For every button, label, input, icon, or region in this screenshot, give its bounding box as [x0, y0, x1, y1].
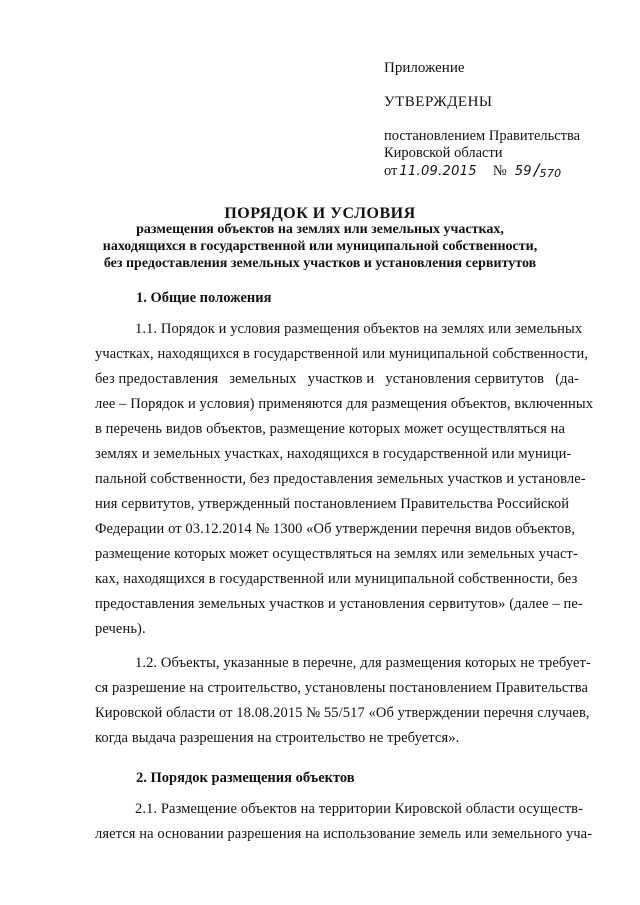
paragraph-line: в перечень видов объектов, размещение которых может осуществляться на — [95, 421, 566, 437]
paragraph-line: 1.2. Объекты, указанные в перечне, для размещения которых не требует- — [135, 655, 591, 671]
handwritten-date: 11.09.2015 — [399, 164, 477, 179]
document-subtitle-line-3: без предоставления земельных участков и установления сервитутов — [103, 256, 537, 271]
section-2-heading: 2. Порядок размещения объектов — [136, 770, 355, 786]
paragraph-line: ляется на основании разрешения на использование земель или земельного уча- — [95, 826, 593, 842]
section-1-heading: 1. Общие положения — [136, 290, 272, 306]
approved-label: УТВЕРЖДЕНЫ — [384, 94, 493, 110]
paragraph-line: предоставления земельных участков и установления сервитутов» (далее – пе- — [95, 596, 583, 612]
paragraph-line: 2.1. Размещение объектов на территории Кировской области осуществ- — [135, 801, 584, 817]
paragraph-line: лее – Порядок и условия) применяются для размещения объектов, включенных — [95, 396, 594, 412]
resolution-line-1: постановлением Правительства — [384, 128, 581, 144]
paragraph-line: без предоставления земельных участков и установления сервитутов (да- — [95, 371, 580, 387]
date-prefix: от — [384, 163, 398, 179]
paragraph-line: 1.1. Порядок и условия размещения объектов на землях или земельных — [135, 321, 583, 337]
appendix-label: Приложение — [384, 60, 465, 76]
document-title: ПОРЯДОК И УСЛОВИЯ — [224, 205, 416, 222]
paragraph-line: участках, находящихся в государственной или муниципальной собственности, — [95, 346, 589, 362]
paragraph-line: ся разрешение на строительство, установлены постановлением Правительства — [95, 680, 589, 696]
resolution-line-2: Кировской области — [384, 145, 503, 161]
document-subtitle-line-2: находящихся в государственной или муниципальной собственности, — [102, 239, 538, 254]
paragraph-line: пальной собственности, без предоставления земельных участков и установле- — [95, 471, 586, 487]
paragraph-line: Федерации от 03.12.2014 № 1300 «Об утверждении перечня видов объектов, — [95, 521, 576, 537]
number-sign: № — [492, 163, 507, 179]
paragraph-line: ках, находящихся в государственной или муниципальной собственности, без — [95, 571, 578, 587]
handwritten-number-suffix: 570 — [539, 167, 562, 180]
paragraph-line: речень). — [95, 621, 146, 637]
document-subtitle-line-1: размещения объектов на землях или земельных участках, — [136, 222, 504, 237]
paragraph-line: Кировской области от 18.08.2015 № 55/517 «Об утверждении перечня случаев, — [95, 705, 590, 721]
date-number-line — [384, 160, 561, 180]
paragraph-line: ния сервитутов, утвержденный постановлением Правительства Российской — [95, 496, 570, 512]
paragraph-line: землях и земельных участках, находящихся в государственной или муници- — [95, 446, 572, 462]
paragraph-line: когда выдача разрешения на строительство не требуется». — [95, 730, 460, 746]
paragraph-line: размещение которых может осуществляться на землях или земельных участ- — [95, 546, 578, 562]
number-slash: / — [533, 160, 540, 179]
handwritten-number: 59 — [514, 164, 532, 179]
